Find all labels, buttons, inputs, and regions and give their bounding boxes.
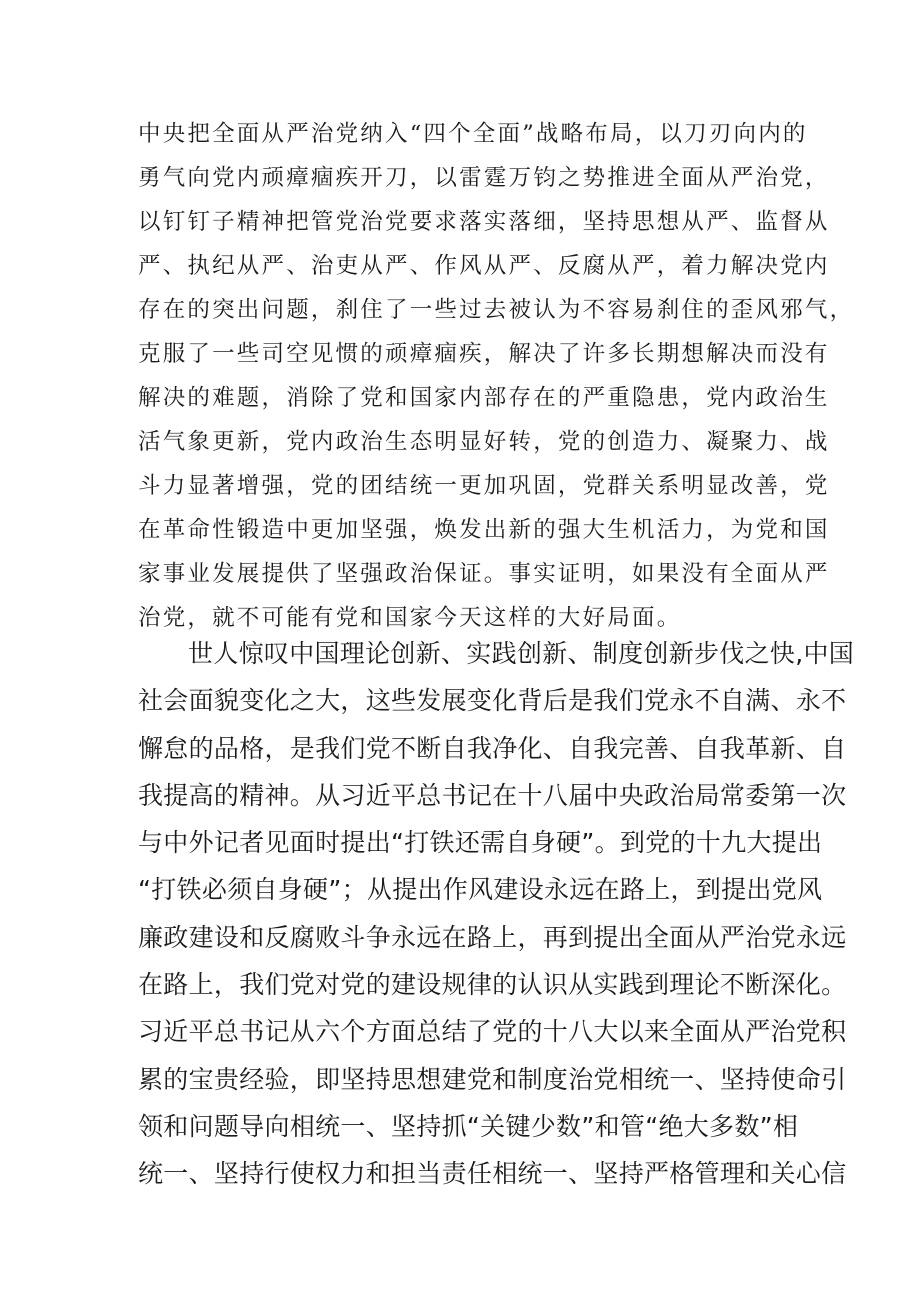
text-line: 懈怠的品格，是我们党不断自我净化、自我完善、自我革新、自 — [138, 733, 847, 763]
text-line: 与中外记者见面时提出“打铁还需自身硬”。到党的十九大提出 — [138, 828, 823, 858]
text-line: 以钉钉子精神把管党治党要求落实落细，坚持思想从严、监督从 — [138, 209, 830, 235]
body-paragraph-2 — [138, 630, 855, 1198]
text-line: 累的宝贵经验，即坚持思想建党和制度治党相统一、坚持使命引 — [138, 1064, 847, 1094]
text-line: 领和问题导向相统一、坚持抓“关键少数”和管“绝大多数”相 — [138, 1111, 799, 1141]
text-line: 严、执纪从严、治吏从严、作风从严、反腐从严，着力解决党内 — [138, 253, 830, 279]
text-line: 存在的突出问题，刹住了一些过去被认为不容易刹住的歪风邪气， — [138, 297, 855, 323]
text-line: 廉政建设和反腐败斗争永远在路上，再到提出全面从严治党永远 — [138, 922, 847, 952]
text-line: 在革命性锻造中更加坚强，焕发出新的强大生机活力，为党和国 — [138, 517, 830, 543]
text-line: 活气象更新，党内政治生态明显好转，党的创造力、凝聚力、战 — [138, 429, 830, 455]
text-line: 我提高的精神。从习近平总书记在十八届中央政治局常委第一次 — [138, 780, 847, 810]
text-line: 克服了一些司空见惯的顽瘴痼疾，解决了许多长期想解决而没有 — [138, 341, 830, 367]
text-line: 勇气向党内顽瘴痼疾开刀，以雷霆万钧之势推进全面从严治党， — [138, 165, 830, 191]
text-line: “打铁必须自身硬”；从提出作风建设永远在路上，到提出党风 — [138, 875, 823, 905]
text-line: 斗力显著增强，党的团结统一更加巩固，党群关系明显改善，党 — [138, 473, 830, 499]
text-line: 在路上，我们党对党的建设规律的认识从实践到理论不断深化。 — [138, 970, 847, 1000]
text-line: 家事业发展提供了坚强政治保证。事实证明，如果没有全面从严 — [138, 561, 830, 587]
text-line: 中央把全面从严治党纳入“四个全面”战略布局，以刀刃向内的 — [138, 121, 808, 147]
text-line: 治党，就不可能有党和国家今天这样的大好局面。 — [138, 605, 682, 631]
text-line: 统一、坚持行使权力和担当责任相统一、坚持严格管理和关心信 — [138, 1159, 847, 1189]
text-line: 社会面貌变化之大，这些发展变化背后是我们党永不自满、永不 — [138, 686, 847, 716]
body-paragraph-1 — [138, 112, 855, 640]
text-line: 世人惊叹中国理论创新、实践创新、制度创新步伐之快,中国 — [188, 639, 855, 668]
text-line: 习近平总书记从六个方面总结了党的十八大以来全面从严治党积 — [138, 1017, 847, 1047]
text-line: 解决的难题，消除了党和国家内部存在的严重隐患，党内政治生 — [138, 385, 830, 411]
